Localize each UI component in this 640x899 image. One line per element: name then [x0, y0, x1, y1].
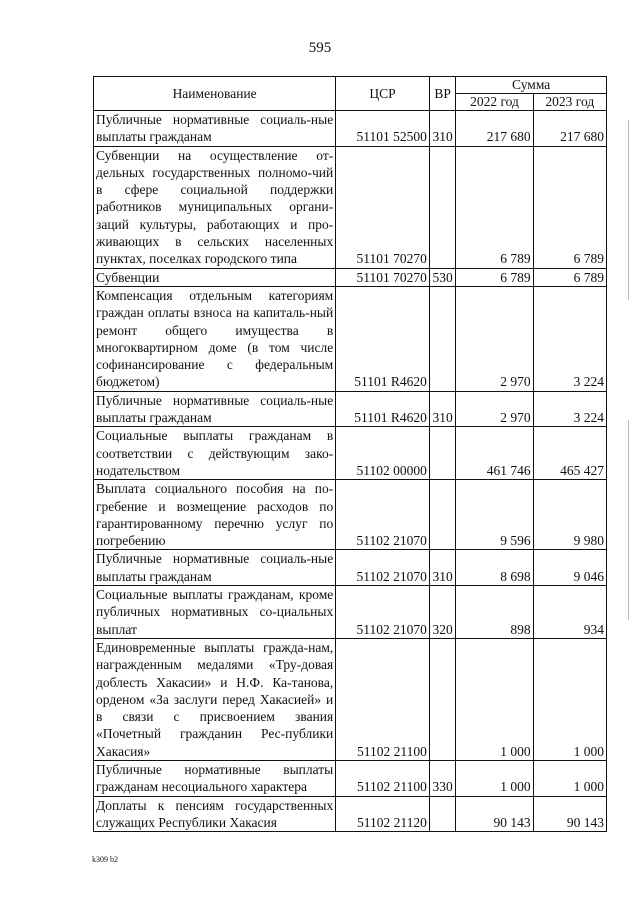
header-csr: ЦСР [336, 77, 430, 111]
table-body [94, 111, 607, 832]
row-name-cell: Публичные нормативные социаль-ные выплаты гражданам [94, 550, 336, 586]
row-vr-cell [429, 796, 455, 832]
row-csr-cell: 51102 21100 [336, 638, 430, 760]
row-sum-2022-cell: 1 000 [456, 760, 533, 796]
header-sum: Сумма [456, 77, 607, 94]
row-csr-cell: 51102 21070 [336, 550, 430, 586]
table-row [94, 111, 607, 147]
row-vr-cell [429, 427, 455, 480]
row-vr-cell: 330 [429, 760, 455, 796]
row-csr-cell: 51101 R4620 [336, 391, 430, 427]
row-vr-cell [429, 146, 455, 268]
row-sum-2023-cell: 465 427 [533, 427, 606, 480]
row-name-cell: Субвенции на осуществление от-дельных государственных полномо-чий в сфере социальной поддержки работников муниципальных органи-заций культуры, работающих и про-живающих в сельских населенных пунктах, поселках городского типа [94, 146, 336, 268]
page-number: 595 [308, 40, 332, 56]
table-row [94, 391, 607, 427]
header-year-2023: 2023 год [533, 94, 606, 111]
row-sum-2022-cell: 1 000 [456, 638, 533, 760]
row-sum-2022-cell: 6 789 [456, 146, 533, 268]
row-vr-cell: 320 [429, 586, 455, 639]
row-vr-cell [429, 638, 455, 760]
row-sum-2023-cell: 934 [533, 586, 606, 639]
row-name-cell: Социальные выплаты гражданам, кроме публичных нормативных со-циальных выплат [94, 586, 336, 639]
row-sum-2023-cell: 1 000 [533, 760, 606, 796]
table-row [94, 146, 607, 268]
row-sum-2022-cell: 6 789 [456, 268, 533, 286]
row-vr-cell: 310 [429, 111, 455, 147]
row-name-cell: Публичные нормативные социаль-ные выплаты гражданам [94, 111, 336, 147]
row-sum-2023-cell: 9 046 [533, 550, 606, 586]
row-csr-cell: 51101 52500 [336, 111, 430, 147]
row-sum-2023-cell: 1 000 [533, 638, 606, 760]
row-name-cell: Социальные выплаты гражданам в соответствии с действующим зако-нодательством [94, 427, 336, 480]
row-csr-cell: 51101 70270 [336, 146, 430, 268]
row-name-cell: Единовременные выплаты гражда-нам, награжденным медалями «Тру-довая доблесть Хакасии» и Н.Ф. Ка-танова, орденом «За заслуги перед Хакасией» и в связи с присвоением звания «Почетный гражданин Рес-публики Хакасия» [94, 638, 336, 760]
budget-table [93, 76, 607, 832]
row-vr-cell: 310 [429, 391, 455, 427]
row-sum-2023-cell: 3 224 [533, 286, 606, 391]
row-sum-2022-cell: 8 698 [456, 550, 533, 586]
row-sum-2023-cell: 9 980 [533, 480, 606, 550]
row-sum-2022-cell: 90 143 [456, 796, 533, 832]
row-csr-cell: 51101 R4620 [336, 286, 430, 391]
row-sum-2023-cell: 3 224 [533, 391, 606, 427]
row-name-cell: Выплата социального пособия на по-гребение и возмещение расходов по гарантированному перечню услуг по погребению [94, 480, 336, 550]
row-vr-cell: 530 [429, 268, 455, 286]
row-vr-cell: 310 [429, 550, 455, 586]
row-csr-cell: 51102 21100 [336, 760, 430, 796]
row-sum-2023-cell: 90 143 [533, 796, 606, 832]
row-csr-cell: 51101 70270 [336, 268, 430, 286]
table-row [94, 427, 607, 480]
table-row [94, 480, 607, 550]
header-vr: ВР [429, 77, 455, 111]
row-sum-2023-cell: 217 680 [533, 111, 606, 147]
row-sum-2022-cell: 898 [456, 586, 533, 639]
row-csr-cell: 51102 21070 [336, 586, 430, 639]
row-name-cell: Субвенции [94, 268, 336, 286]
table-row [94, 268, 607, 286]
row-name-cell: Публичные нормативные выплаты гражданам несоциального характера [94, 760, 336, 796]
header-name: Наименование [94, 77, 336, 111]
row-sum-2022-cell: 217 680 [456, 111, 533, 147]
table-row [94, 760, 607, 796]
row-vr-cell [429, 480, 455, 550]
table-row [94, 550, 607, 586]
header-year-2022: 2022 год [456, 94, 533, 111]
table-row [94, 286, 607, 391]
table-row [94, 796, 607, 832]
scan-edge-mark [628, 420, 629, 620]
row-csr-cell: 51102 00000 [336, 427, 430, 480]
row-sum-2022-cell: 461 746 [456, 427, 533, 480]
row-sum-2023-cell: 6 789 [533, 146, 606, 268]
row-sum-2022-cell: 2 970 [456, 391, 533, 427]
row-name-cell: Публичные нормативные социаль-ные выплаты гражданам [94, 391, 336, 427]
row-name-cell: Компенсация отдельным категориям граждан оплаты взноса на капиталь-ный ремонт общего имущества в многоквартирном доме (в том числе софинансирование с федеральным бюджетом) [94, 286, 336, 391]
table-row [94, 586, 607, 639]
row-vr-cell [429, 286, 455, 391]
footer-code: k309 b2 [92, 855, 118, 864]
scan-edge-mark [628, 120, 629, 300]
row-sum-2022-cell: 2 970 [456, 286, 533, 391]
row-csr-cell: 51102 21120 [336, 796, 430, 832]
table-row [94, 638, 607, 760]
row-name-cell: Доплаты к пенсиям государственных служащих Республики Хакасия [94, 796, 336, 832]
row-sum-2023-cell: 6 789 [533, 268, 606, 286]
row-sum-2022-cell: 9 596 [456, 480, 533, 550]
row-csr-cell: 51102 21070 [336, 480, 430, 550]
